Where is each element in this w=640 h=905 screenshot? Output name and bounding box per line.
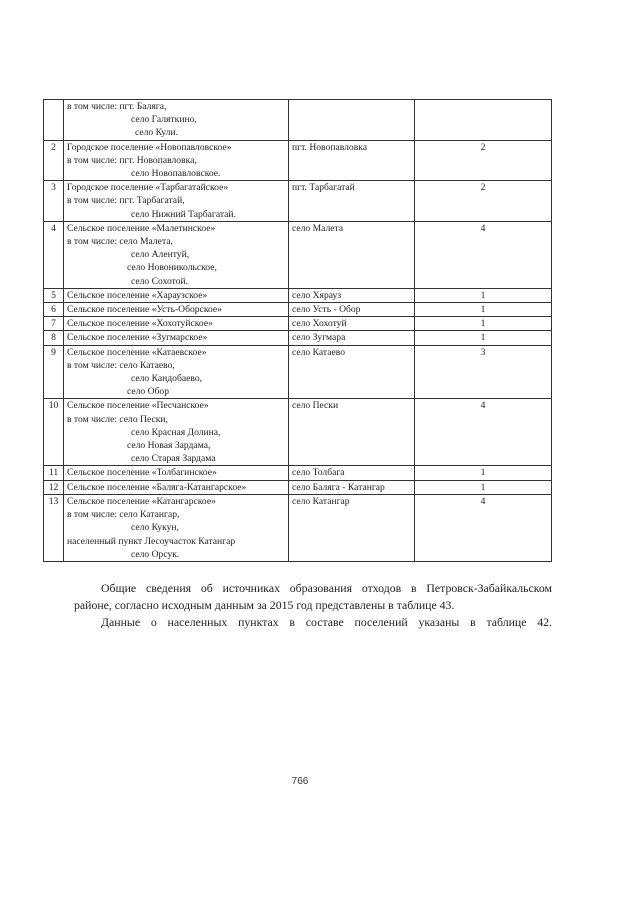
row-number: 7: [44, 317, 64, 331]
settlement-line: село Кули.: [135, 127, 178, 139]
settlement-name-cell: [64, 480, 289, 494]
settlement-line: в том числе: пгт. Новопавловка,: [67, 154, 197, 166]
admin-center-cell: село Баляга - Катангар: [289, 480, 415, 494]
settlement-line: в том числе: село Малета,: [67, 236, 173, 248]
count-cell: 1: [415, 288, 552, 302]
settlement-name-cell: [64, 466, 289, 480]
settlement-name-cell: [64, 221, 289, 288]
admin-center-cell: село Катаево: [289, 345, 415, 399]
settlement-name-cell: [64, 399, 289, 466]
admin-center-cell: село Хохотуй: [289, 317, 415, 331]
settlement-name-cell: [64, 100, 289, 141]
paragraph-line: районе, согласно исходным данным за 2015 год представлены в таблице 43.: [74, 598, 455, 612]
settlement-name-cell: [64, 288, 289, 302]
settlement-line: населенный пункт Лесоучасток Катангар: [67, 535, 236, 547]
count-cell: 1: [415, 331, 552, 345]
row-number: 4: [44, 221, 64, 288]
waste-sources-paragraph: [74, 580, 552, 614]
table-row: [44, 480, 552, 494]
row-number: 2: [44, 140, 64, 181]
settlement-name-cell: [64, 140, 289, 181]
count-cell: 2: [415, 181, 552, 222]
settlement-name-cell: [64, 317, 289, 331]
table-row: [44, 317, 552, 331]
count-cell: [415, 100, 552, 141]
settlement-line: Сельское поселение «Усть-Оборское»: [67, 304, 222, 316]
settlements-table: [43, 99, 552, 562]
settlement-line: Сельское поселение «Хараузское»: [67, 289, 208, 301]
settlement-line: Сельское поселение «Хохотуйское»: [67, 318, 213, 330]
settlement-line: село Кукун,: [131, 522, 179, 534]
count-cell: 4: [415, 221, 552, 288]
settlement-name-cell: [64, 181, 289, 222]
table-row: [44, 221, 552, 288]
settlement-line: в том числе: пгт. Баляга,: [67, 101, 167, 112]
settlement-line: село Сохотой.: [131, 275, 189, 287]
admin-center-cell: село Малета: [289, 221, 415, 288]
table-row: [44, 494, 552, 561]
count-cell: 4: [415, 494, 552, 561]
settlement-line: Сельское поселение «Баляга-Катангарское»: [67, 481, 247, 493]
table-row: [44, 288, 552, 302]
admin-center-cell: село Зугмара: [289, 331, 415, 345]
page-number: 766: [291, 776, 309, 787]
table-row: [44, 100, 552, 141]
settlement-line: село Старая Зардама: [131, 453, 216, 465]
settlement-line: село Нижний Тарбагатай.: [131, 208, 236, 220]
table-row: [44, 140, 552, 181]
count-cell: 2: [415, 140, 552, 181]
row-number: 12: [44, 480, 64, 494]
settlement-line: Городское поселение «Новопавловское»: [67, 141, 232, 153]
admin-center-cell: село Усть - Обор: [289, 303, 415, 317]
count-cell: 1: [415, 480, 552, 494]
paragraph-line: Общие сведения об источниках образования отходов в Петровск-Забайкальском: [101, 581, 552, 595]
admin-center-cell: [289, 100, 415, 141]
count-cell: 1: [415, 317, 552, 331]
admin-center-cell: пгт. Тарбагатай: [289, 181, 415, 222]
settlement-line: Сельское поселение «Толбагинское»: [67, 467, 217, 479]
row-number: 3: [44, 181, 64, 222]
settlement-line: село Новопавловское.: [131, 168, 221, 180]
table-row: [44, 181, 552, 222]
settlement-line: Сельское поселение «Катаевское»: [67, 346, 207, 358]
settlement-line: Городское поселение «Тарбагатайское»: [67, 182, 229, 194]
count-cell: 4: [415, 399, 552, 466]
settlement-line: Сельское поселение «Зугмарское»: [67, 332, 208, 344]
settlement-line: село Алентуй,: [131, 249, 190, 261]
table-row: [44, 331, 552, 345]
settlement-name-cell: [64, 303, 289, 317]
table-row: [44, 399, 552, 466]
settlement-line: Сельское поселение «Катангарское»: [67, 495, 216, 507]
row-number: 5: [44, 288, 64, 302]
settlement-line: село Обор: [127, 386, 170, 398]
admin-center-cell: село Хярауз: [289, 288, 415, 302]
row-number: 6: [44, 303, 64, 317]
settlement-line: Сельское поселение «Песчанское»: [67, 400, 209, 412]
count-cell: 1: [415, 303, 552, 317]
count-cell: 1: [415, 466, 552, 480]
settlement-line: в том числе: село Пески,: [67, 413, 168, 425]
admin-center-cell: село Толбага: [289, 466, 415, 480]
settlement-line: Сельское поселение «Малетинское»: [67, 222, 216, 234]
settlement-line: село Кандобаево,: [131, 373, 203, 385]
admin-center-cell: село Пески: [289, 399, 415, 466]
row-number: 8: [44, 331, 64, 345]
settlement-line: село Новоникольское,: [127, 262, 217, 274]
settlement-line: село Красная Долина,: [131, 426, 221, 438]
settlement-name-cell: [64, 331, 289, 345]
admin-center-cell: пгт. Новопавловка: [289, 140, 415, 181]
settlement-line: село Галяткино,: [131, 114, 197, 126]
row-number: 11: [44, 466, 64, 480]
settlement-line: в том числе: село Катаево,: [67, 359, 175, 371]
settlements-paragraph: Данные о населенных пунктах в составе поселений указаны в таблице 42.: [101, 615, 552, 629]
row-number: 13: [44, 494, 64, 561]
row-number: 9: [44, 345, 64, 399]
settlement-name-cell: [64, 494, 289, 561]
count-cell: 3: [415, 345, 552, 399]
settlement-line: село Орсук.: [131, 548, 180, 560]
admin-center-cell: село Катангар: [289, 494, 415, 561]
settlement-line: село Новая Зардама,: [127, 440, 211, 452]
row-number: [44, 100, 64, 141]
table-row: [44, 466, 552, 480]
settlement-line: в том числе: пгт. Тарбагатай,: [67, 195, 185, 207]
settlement-name-cell: [64, 345, 289, 399]
table-row: [44, 345, 552, 399]
table-row: [44, 303, 552, 317]
settlement-line: в том числе: село Катангар,: [67, 509, 180, 521]
row-number: 10: [44, 399, 64, 466]
